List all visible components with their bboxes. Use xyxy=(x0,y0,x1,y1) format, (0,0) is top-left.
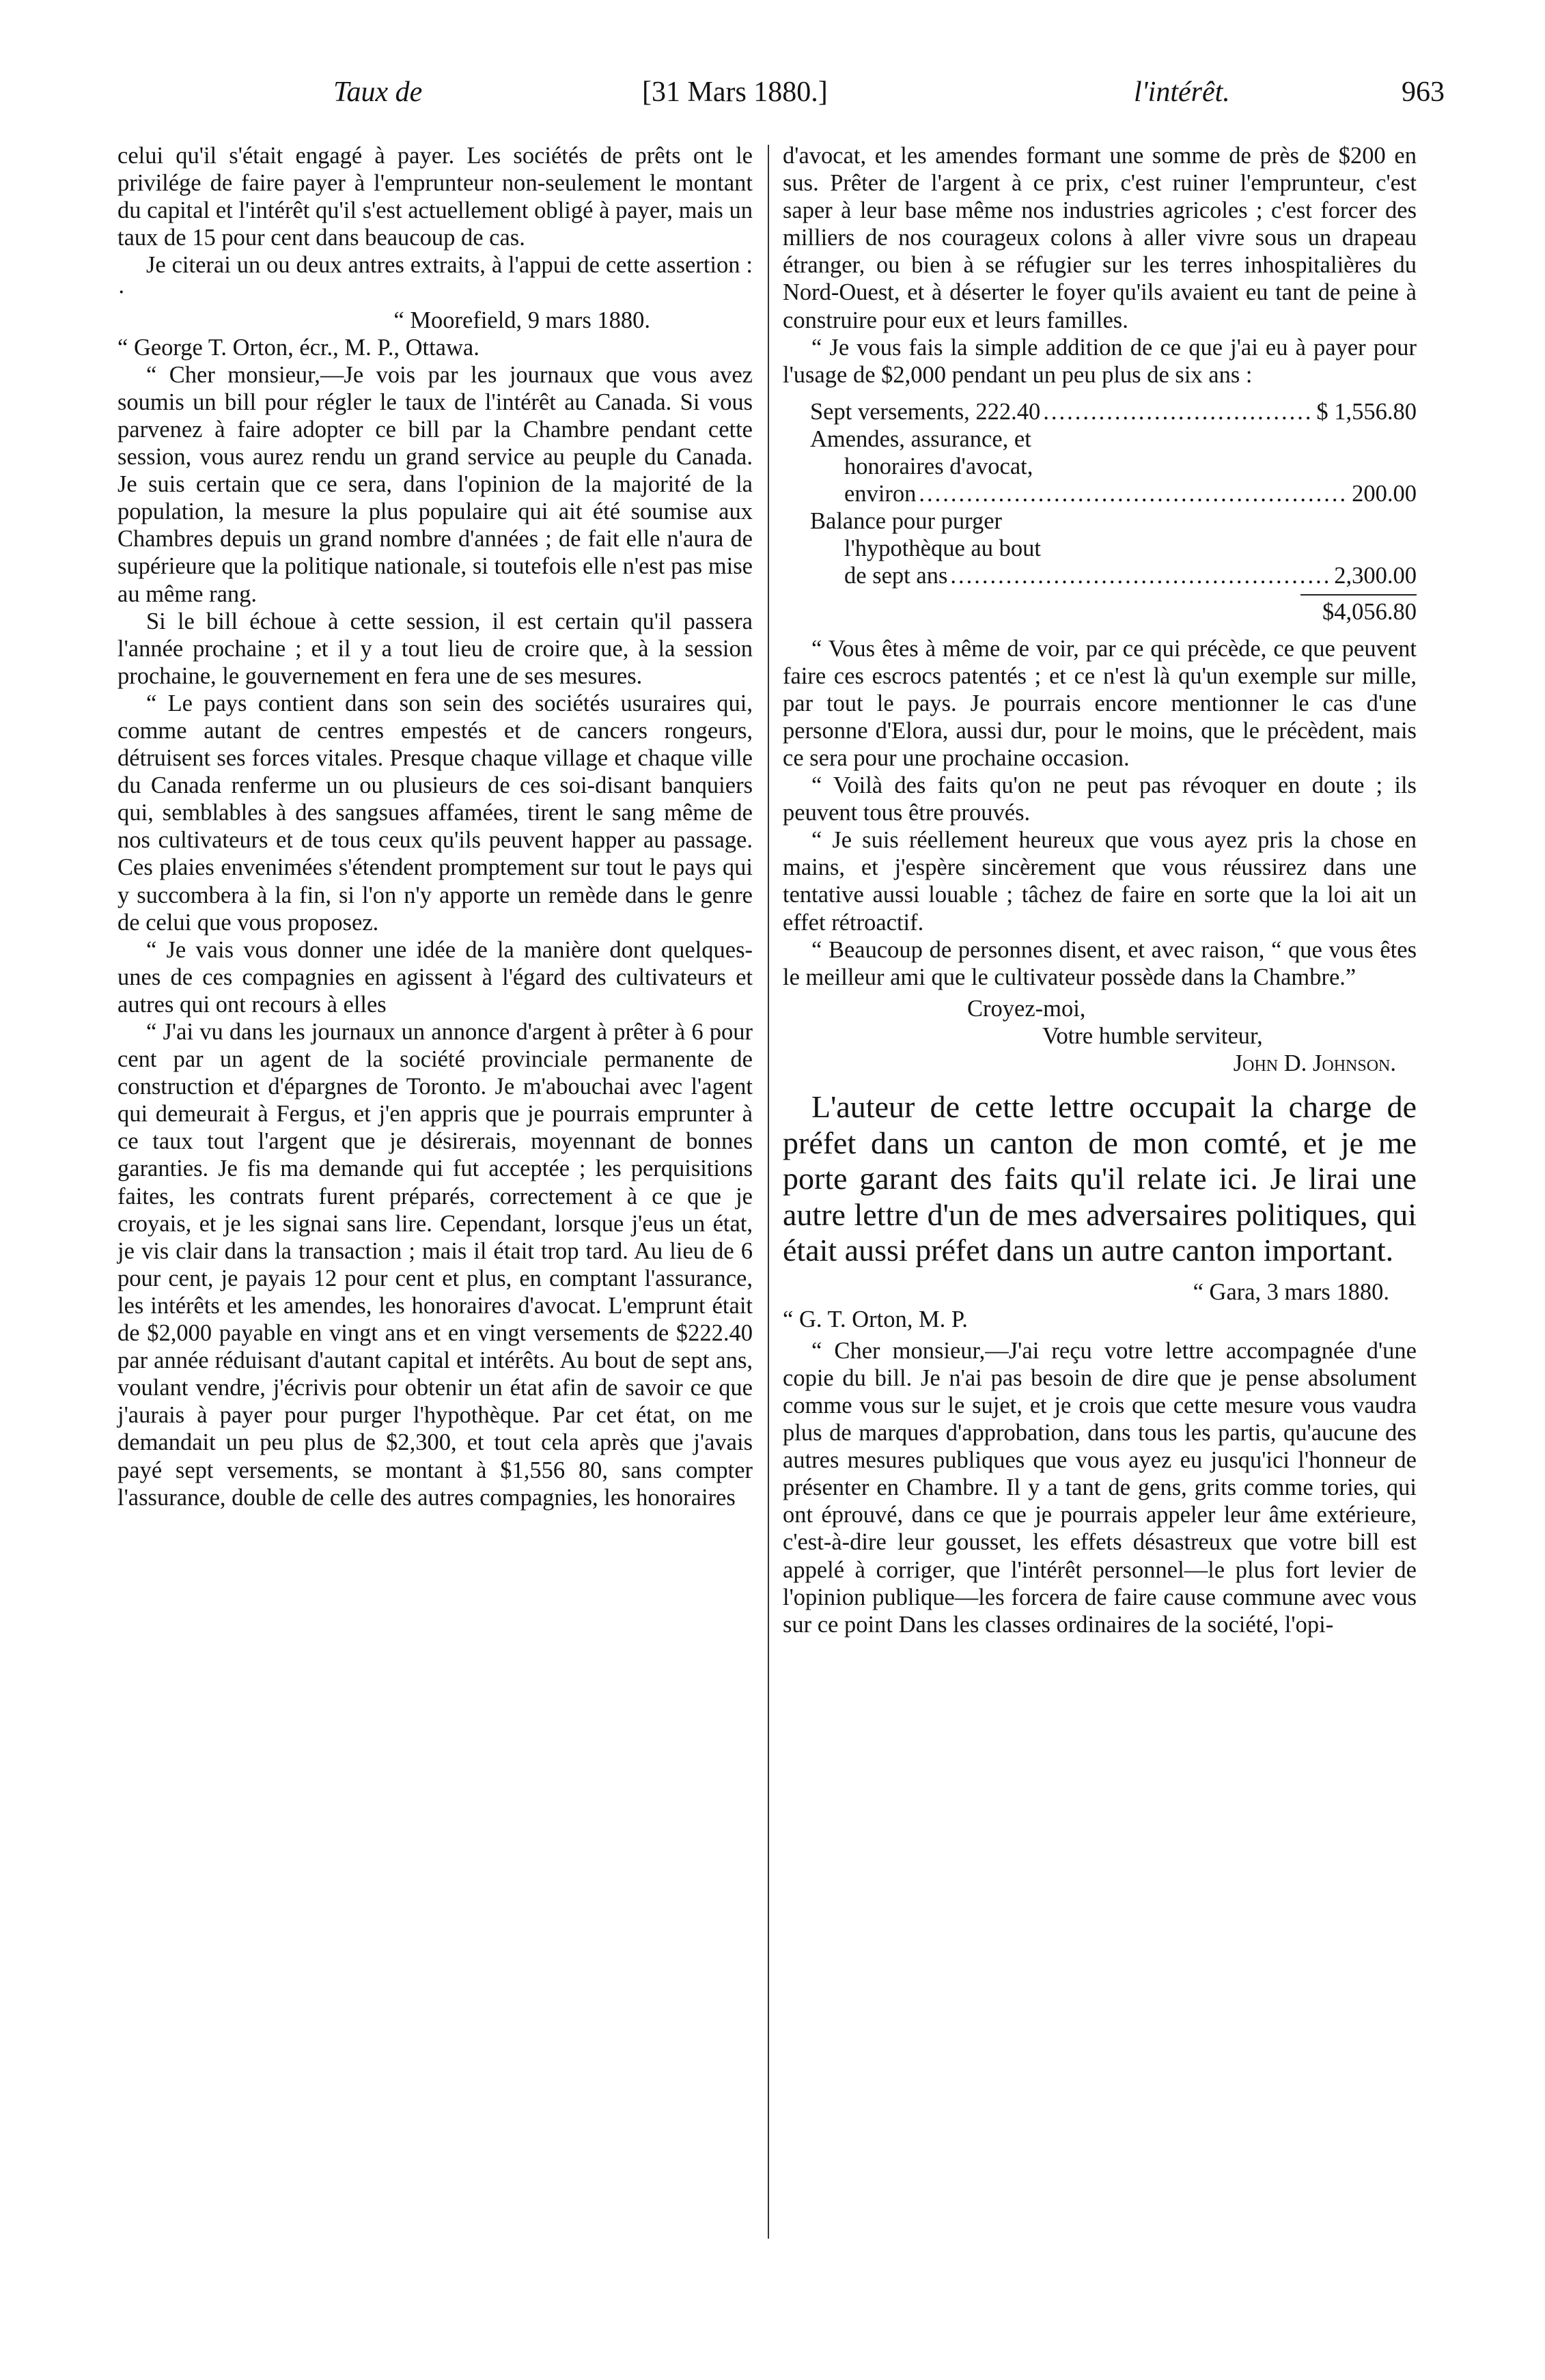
paragraph: “ Voilà des faits qu'on ne peut pas révoquer en doute ; ils peuvent tous être prouvés. xyxy=(783,772,1417,826)
dot-leader xyxy=(919,480,1349,507)
paragraph: “ J'ai vu dans les journaux un annonce d'argent à prêter à 6 pour cent par un agent de la société provinciale permanente de construction et d'épargnes de Toronto. Je m'abouchai avec l'agent qui demeurait à Fergus, et j'en appris que je pourrais emprunter à ce taux tout l'argent que je désirerais, moyennant de bonnes garanties. Je fis ma demande qui fut acceptée ; les perquisitions faites, les contrats furent préparés, correctement à ce que je croyais, et je les signai sans lire. Cependant, lorsque j'eus un état, je vis clair dans la transaction ; mais il était trop tard. Au lieu de 6 pour cent, je payais 12 pour cent et plus, en comptant l'assurance, les intérêts et les amendes, les honoraires d'avocat. L'emprunt était de $2,000 payable en vingt ans et en vingt versements de $222.40 par année réduisant d'autant capital et intérêts. Au bout de sept ans, voulant vendre, j'écrivis pour obtenir un état afin de savoir ce que j'aurais à payer pour purger l'hypothèque. Par cet état, on me demandait un peu plus de $2,300, et tout cela après que j'avais payé sept versements, se montant à $1,556 80, sans compter l'assurance, double de celle des autres compagnies, les honoraires xyxy=(117,1019,753,1511)
paragraph: “ Cher monsieur,—J'ai reçu votre lettre accompagnée d'une copie du bill. Je n'ai pas besoin de dire que je pense absolument comme vous sur le sujet, et je crois que cette mesure vous vaudra plus de marques d'approbation, dans tous les partis, qu'aucune des autres mesures publiques que vous ayez eu jusqu'ici l'honneur de présenter en Chambre. Il y a tant de gens, grits comme tories, qui ont éprouvé, dans ce que je pourrais appeler leur âme extérieure, c'est-à-dire leur gousset, les effets désastreux que votre bill est appelé à corriger, que l'intérêt personnel—le plus fort levier de l'opinion publique—les forcera de faire cause commune avec vous sur ce point Dans les classes ordinaires de la société, l'opi- xyxy=(783,1337,1417,1638)
row-label: Amendes, assurance, et xyxy=(810,425,1031,452)
letter-addressee: “ George T. Orton, écr., M. P., Ottawa. xyxy=(117,334,479,361)
dot-leader xyxy=(950,562,1331,589)
row-label: environ xyxy=(844,481,917,507)
paragraph: “ Beaucoup de personnes disent, et avec raison, “ que vous êtes le meilleur ami que le cultivateur possède dans la Chambre.” xyxy=(783,936,1417,990)
letter-dateline: “ Gara, 3 mars 1880. xyxy=(1193,1278,1389,1305)
row-label: honoraires d'avocat, xyxy=(844,453,1033,480)
letter-signature: John D. Johnson. xyxy=(1233,1050,1396,1076)
paragraph: “ Je vous fais la simple addition de ce que j'ai eu à payer pour l'usage de $2,000 pendant un peu plus de six ans : xyxy=(783,334,1417,388)
running-head-right: l'intérêt. xyxy=(1134,76,1230,108)
table-row xyxy=(810,562,1417,589)
row-value: 2,300.00 xyxy=(1334,563,1417,589)
letter-dateline: “ Moorefield, 9 mars 1880. xyxy=(393,307,650,333)
row-label: Sept versements, 222.40 xyxy=(810,398,1041,425)
row-label: l'hypothèque au bout xyxy=(844,535,1041,562)
letter-closing: Croyez-moi, xyxy=(967,995,1086,1022)
paragraph: “ Vous êtes à même de voir, par ce qui précède, ce que peuvent faire ces escrocs patentés ; et ce n'est là qu'un exemple sur mille, par tout le pays. Je pourrais encore mentionner le cas d'une personne d'Elora, aussi dur, pour le moins, que le précèdent, mais ce sera pour une prochaine occasion. xyxy=(783,635,1417,771)
paragraph: “ Le pays contient dans son sein des sociétés usuraires qui, comme autant de centres empestés et de cancers rongeurs, détruisent ses forces vitales. Presque chaque village et chaque ville du Canada renferme un ou plusieurs de ces soi-disant banquiers qui, semblables à des sangsues affamées, tirent le sang même de nos cultivateurs et de tous ceux qu'ils peuvent happer au passage. Ces plaies envenimées s'étendent promptement sur tout le pays qui y succombera à la fin, si l'on n'y apporte un remède dans le genre de celui que vous proposez. xyxy=(117,690,753,936)
speech-paragraph: L'auteur de cette lettre occupait la charge de préfet dans un canton de mon comté, et je me porte garant des faits qu'il relate ici. Je lirai une autre lettre d'un de mes adversaires politiques, qui était aussi préfet dans un autre canton important. xyxy=(783,1089,1417,1268)
page-number: 963 xyxy=(1402,76,1445,108)
letter-closing: Votre humble serviteur, xyxy=(1042,1022,1263,1049)
table-row xyxy=(810,398,1417,425)
row-label: de sept ans xyxy=(844,563,948,589)
table-total: $4,056.80 xyxy=(1322,598,1417,625)
dot-leader xyxy=(1043,398,1313,425)
running-head-left: Taux de xyxy=(333,76,423,108)
table-row xyxy=(810,480,1417,507)
paragraph: Je citerai un ou deux antres extraits, à l'appui de cette assertion : · xyxy=(117,252,753,306)
letter-addressee: “ G. T. Orton, M. P. xyxy=(783,1306,968,1332)
expense-table xyxy=(783,398,1417,626)
paragraph: d'avocat, et les amendes formant une somme de près de $200 en sus. Prêter de l'argent à ce prix, c'est ruiner l'emprunteur, c'est saper à leur base même nos industries agricoles ; c'est forcer des milliers de nos courageux colons à aller vivre sous un drapeau étranger, ou bien à se réfugier sur les terres inhospitalières du Nord-Ouest, et à déserter le foyer qu'ils avaient eu tant de peine à construire pour eux et leurs familles. xyxy=(783,143,1417,333)
sum-rule xyxy=(1300,594,1417,596)
paragraph: “ Cher monsieur,—Je vois par les journaux que vous avez soumis un bill pour régler le taux de l'intérêt au Canada. Si vous parvenez à faire adopter ce bill par la Chambre pendant cette session, vous aurez rendu un grand service au peuple du Canada. Je suis certain que ce sera, dans l'opinion de la majorité de la population, la mesure la plus populaire qui ait été soumise aux Chambres depuis un grand nombre d'années ; de fait elle n'aura de supérieure que la politique nationale, si toutefois elle n'est pas mise au même rang. xyxy=(117,361,753,607)
row-value: $ 1,556.80 xyxy=(1316,398,1417,425)
column-divider xyxy=(768,145,769,2239)
paragraph: “ Je suis réellement heureux que vous ayez pris la chose en mains, et j'espère sincèrement que vous réussirez dans une tentative aussi louable ; tâchez de faire en sorte que la loi ait un effet rétroactif. xyxy=(783,827,1417,936)
right-column xyxy=(783,142,1417,1638)
row-value: 200.00 xyxy=(1352,481,1417,507)
running-head-date: [31 Mars 1880.] xyxy=(642,76,828,108)
paragraph: “ Je vais vous donner une idée de la manière dont quelques-unes de ces compagnies en agissent à l'égard des cultivateurs et autres qui ont recours à elles xyxy=(117,936,753,1018)
paragraph: celui qu'il s'était engagé à payer. Les sociétés de prêts ont le privilége de faire payer à l'emprunteur non-seulement le montant du capital et l'intérêt qu'il s'est actuellement obligé à payer, mais un taux de 15 pour cent dans beaucoup de cas. xyxy=(117,143,753,251)
paragraph: Si le bill échoue à cette session, il est certain qu'il passera l'année prochaine ; et il y a tout lieu de croire que, à la session prochaine, le gouvernement en fera une de ses mesures. xyxy=(117,608,753,689)
row-label: Balance pour purger xyxy=(810,508,1003,535)
left-column xyxy=(117,142,753,1511)
